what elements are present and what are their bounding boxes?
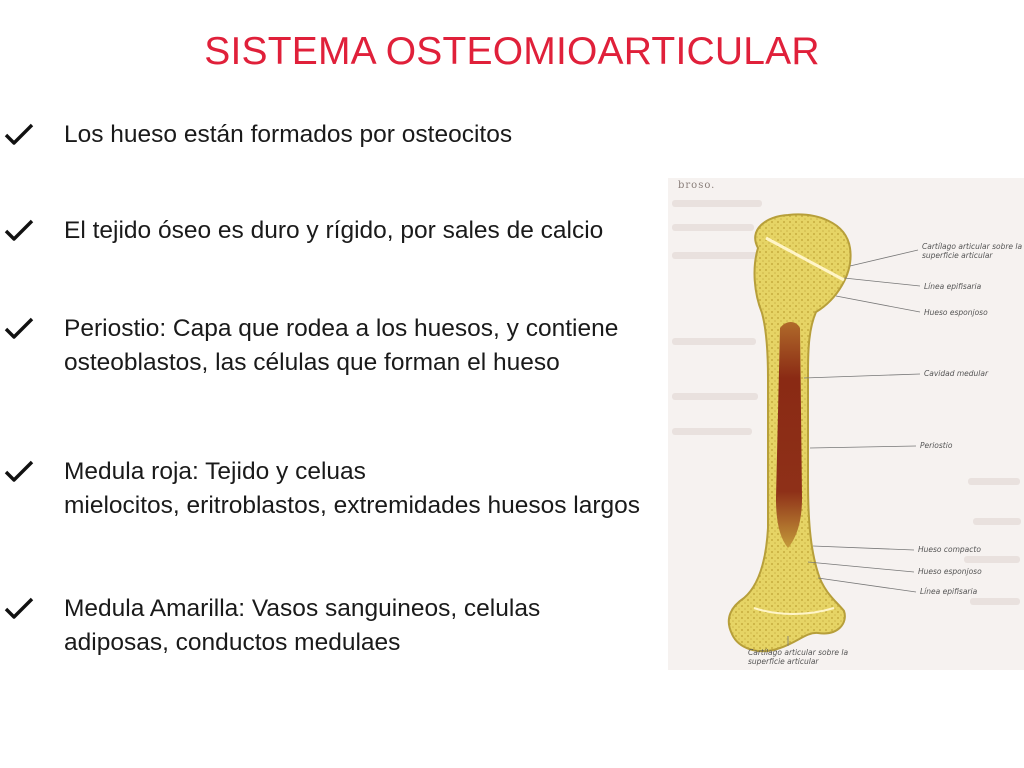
label-periostio: Periostio bbox=[920, 441, 953, 450]
bullet-item bbox=[4, 118, 824, 152]
bullet-text-line-1: Medula roja: Tejido y celuas bbox=[64, 458, 366, 485]
bullet-text-line-2: adiposas, conductos medulaes bbox=[64, 629, 401, 656]
checkmark-icon bbox=[4, 316, 34, 340]
bullet-item bbox=[4, 455, 824, 523]
bullet-text-line-2: mielocitos, eritroblastos, extremidades huesos largos bbox=[64, 492, 641, 519]
bullet-text-line-1: Medula Amarilla: Vasos sanguineos, celulas bbox=[64, 595, 541, 622]
bullet-item bbox=[4, 214, 824, 248]
checkmark-icon bbox=[4, 122, 34, 146]
checkmark-icon bbox=[4, 459, 34, 483]
bullet-text: Los hueso están formados por osteocitos bbox=[64, 121, 513, 148]
checkmark-icon bbox=[4, 218, 34, 242]
bullet-item bbox=[4, 592, 824, 660]
label-cartilago-articular-bottom: Cartílago articular sobre la superficie articular bbox=[748, 648, 849, 666]
label-linea-epifisaria-top: Línea epifisaria bbox=[924, 282, 982, 291]
page-fragment-text: broso. bbox=[678, 180, 716, 191]
label-cavidad-medular: Cavidad medular bbox=[924, 369, 989, 378]
bullet-text-line-1: Periostio: Capa que rodea a los huesos, y contiene bbox=[64, 315, 619, 342]
bullet-item bbox=[4, 312, 824, 380]
label-hueso-compacto: Hueso compacto bbox=[918, 545, 981, 554]
bullet-text: El tejido óseo es duro y rígido, por sales de calcio bbox=[64, 217, 604, 244]
label-cartilago-articular-top: Cartílago articular sobre la superficie articular bbox=[922, 242, 1023, 260]
bullet-text-line-2: osteoblastos, las células que forman el hueso bbox=[64, 349, 560, 376]
checkmark-icon bbox=[4, 596, 34, 620]
label-hueso-esponjoso-bottom: Hueso esponjoso bbox=[918, 567, 982, 576]
slide-title: SISTEMA OSTEOMIOARTICULAR bbox=[204, 30, 820, 73]
label-linea-epifisaria-bottom: Línea epifisaria bbox=[920, 587, 978, 596]
label-hueso-esponjoso-top: Hueso esponjoso bbox=[924, 308, 988, 317]
